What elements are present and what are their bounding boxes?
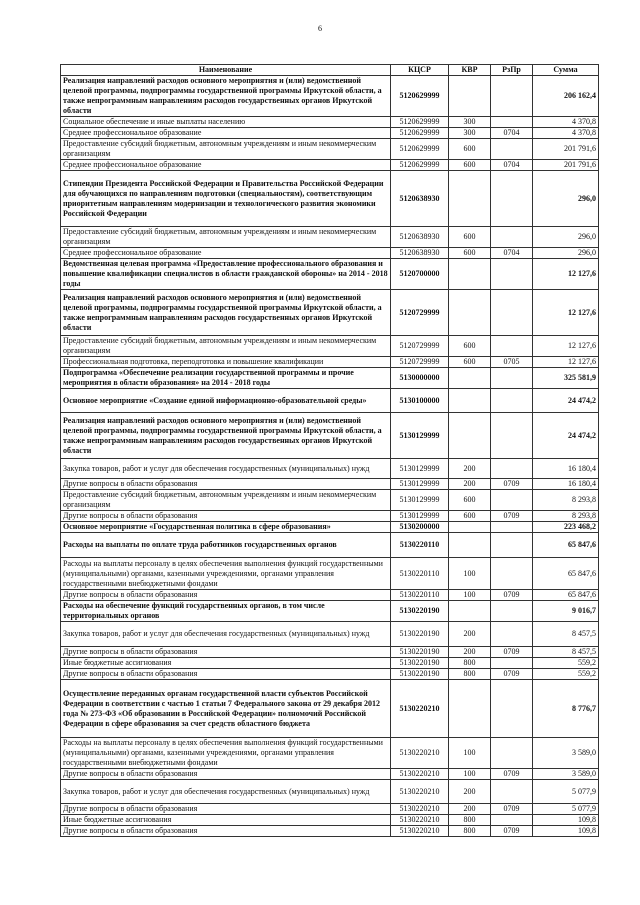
table-row <box>61 769 599 780</box>
row-code-cell: 5130100000 <box>391 389 449 413</box>
row-name-cell: Расходы на выплаты персоналу в целях обеспечения выполнения функций государственными (муниципальными) органами, казенными учреждениями, органами управления государственными внебюджетными фондами <box>61 738 391 769</box>
row-rzpr-cell: 0704 <box>491 248 533 259</box>
row-code-cell: 5130220210 <box>391 826 449 837</box>
row-sum-cell: 109,8 <box>533 826 599 837</box>
row-sum-cell: 65 847,6 <box>533 590 599 601</box>
row-kvr-cell: 100 <box>449 769 491 780</box>
row-sum-cell: 16 180,4 <box>533 479 599 490</box>
row-rzpr-cell <box>491 171 533 227</box>
row-code-cell: 5130129999 <box>391 459 449 479</box>
row-rzpr-cell <box>491 658 533 669</box>
header-name: Наименование <box>61 65 391 76</box>
row-name-cell: Социальное обеспечение и иные выплаты населению <box>61 117 391 128</box>
row-sum-cell: 12 127,6 <box>533 357 599 368</box>
row-sum-cell: 559,2 <box>533 669 599 680</box>
row-kvr-cell: 600 <box>449 248 491 259</box>
row-name-cell: Другие вопросы в области образования <box>61 804 391 815</box>
row-sum-cell: 206 162,4 <box>533 76 599 117</box>
table-row <box>61 160 599 171</box>
row-kvr-cell: 600 <box>449 357 491 368</box>
table-row <box>61 522 599 533</box>
row-name-cell: Другие вопросы в области образования <box>61 590 391 601</box>
page-number: 6 <box>318 24 322 33</box>
row-kvr-cell <box>449 389 491 413</box>
row-name-cell: Среднее профессиональное образование <box>61 160 391 171</box>
row-rzpr-cell <box>491 780 533 804</box>
row-sum-cell: 24 474,2 <box>533 389 599 413</box>
row-sum-cell: 65 847,6 <box>533 558 599 590</box>
row-name-cell: Основное мероприятие «Государственная политика в сфере образования» <box>61 522 391 533</box>
row-code-cell: 5120638930 <box>391 227 449 248</box>
row-rzpr-cell <box>491 601 533 622</box>
row-kvr-cell: 200 <box>449 479 491 490</box>
row-name-cell: Закупка товаров, работ и услуг для обеспечения государственных (муниципальных) нужд <box>61 622 391 647</box>
row-code-cell: 5130000000 <box>391 368 449 389</box>
row-rzpr-cell: 0709 <box>491 826 533 837</box>
row-name-cell: Реализация направлений расходов основного мероприятия и (или) ведомственной целевой программы, подпрограммы государственной программы Иркутской области, а также непрограммным направлениям расходов государственных органов Иркутской области <box>61 290 391 336</box>
row-sum-cell: 109,8 <box>533 815 599 826</box>
row-rzpr-cell <box>491 76 533 117</box>
table-row <box>61 139 599 160</box>
row-code-cell: 5130129999 <box>391 413 449 459</box>
row-code-cell: 5130200000 <box>391 522 449 533</box>
row-sum-cell: 3 589,0 <box>533 769 599 780</box>
row-name-cell: Предоставление субсидий бюджетным, автономным учреждениям и иным некоммерческим организациям <box>61 336 391 357</box>
row-rzpr-cell: 0709 <box>491 669 533 680</box>
row-name-cell: Закупка товаров, работ и услуг для обеспечения государственных (муниципальных) нужд <box>61 780 391 804</box>
row-kvr-cell <box>449 413 491 459</box>
row-sum-cell: 12 127,6 <box>533 259 599 290</box>
row-kvr-cell: 600 <box>449 160 491 171</box>
table-row <box>61 601 599 622</box>
budget-table <box>60 64 599 837</box>
row-name-cell: Другие вопросы в области образования <box>61 769 391 780</box>
row-kvr-cell: 200 <box>449 804 491 815</box>
row-kvr-cell <box>449 368 491 389</box>
row-sum-cell: 559,2 <box>533 658 599 669</box>
row-sum-cell: 201 791,6 <box>533 160 599 171</box>
row-rzpr-cell: 0704 <box>491 128 533 139</box>
row-sum-cell: 4 370,8 <box>533 128 599 139</box>
row-kvr-cell: 600 <box>449 139 491 160</box>
row-kvr-cell: 600 <box>449 511 491 522</box>
row-code-cell: 5120729999 <box>391 357 449 368</box>
row-name-cell: Осуществление переданных органам государственной власти субъектов Российской Федерации в соответствии с частью 1 статьи 7 Федерального закона от 29 декабря 2012 года № 273-ФЗ «Об образовании в Российской Федерации» полномочий Российской Федерации в сфере образования за счет средств областного бюджета <box>61 680 391 738</box>
row-sum-cell: 5 077,9 <box>533 804 599 815</box>
row-name-cell: Профессиональная подготовка, переподготовка и повышение квалификации <box>61 357 391 368</box>
row-name-cell: Основное мероприятие «Создание единой информационно-образовательной среды» <box>61 389 391 413</box>
row-code-cell: 5120729999 <box>391 290 449 336</box>
row-kvr-cell: 600 <box>449 336 491 357</box>
row-kvr-cell: 600 <box>449 490 491 511</box>
row-rzpr-cell <box>491 490 533 511</box>
table-row <box>61 669 599 680</box>
table-row <box>61 622 599 647</box>
row-code-cell: 5120629999 <box>391 76 449 117</box>
table-row <box>61 336 599 357</box>
row-code-cell: 5130220110 <box>391 558 449 590</box>
table-row <box>61 357 599 368</box>
row-kvr-cell: 200 <box>449 622 491 647</box>
table-row <box>61 248 599 259</box>
row-rzpr-cell <box>491 368 533 389</box>
row-code-cell: 5130220190 <box>391 622 449 647</box>
row-kvr-cell: 800 <box>449 669 491 680</box>
row-rzpr-cell <box>491 389 533 413</box>
row-rzpr-cell <box>491 738 533 769</box>
row-kvr-cell <box>449 680 491 738</box>
row-sum-cell: 8 293,8 <box>533 490 599 511</box>
row-name-cell: Иные бюджетные ассигнования <box>61 658 391 669</box>
table-row <box>61 533 599 558</box>
row-kvr-cell: 300 <box>449 117 491 128</box>
row-sum-cell: 296,0 <box>533 248 599 259</box>
table-row <box>61 171 599 227</box>
row-name-cell: Другие вопросы в области образования <box>61 479 391 490</box>
row-sum-cell: 65 847,6 <box>533 533 599 558</box>
row-code-cell: 5120638930 <box>391 248 449 259</box>
row-rzpr-cell <box>491 522 533 533</box>
table-row <box>61 680 599 738</box>
row-kvr-cell: 100 <box>449 590 491 601</box>
row-sum-cell: 8 457,5 <box>533 622 599 647</box>
row-rzpr-cell <box>491 227 533 248</box>
row-rzpr-cell: 0709 <box>491 590 533 601</box>
row-sum-cell: 24 474,2 <box>533 413 599 459</box>
table-row <box>61 590 599 601</box>
row-code-cell: 5130220210 <box>391 769 449 780</box>
row-rzpr-cell <box>491 558 533 590</box>
table-row <box>61 290 599 336</box>
row-name-cell: Другие вопросы в области образования <box>61 669 391 680</box>
row-code-cell: 5120729999 <box>391 336 449 357</box>
table-row <box>61 259 599 290</box>
row-name-cell: Иные бюджетные ассигнования <box>61 815 391 826</box>
row-rzpr-cell: 0705 <box>491 357 533 368</box>
row-name-cell: Предоставление субсидий бюджетным, автономным учреждениям и иным некоммерческим организациям <box>61 227 391 248</box>
row-code-cell: 5130220110 <box>391 590 449 601</box>
row-code-cell: 5120700000 <box>391 259 449 290</box>
row-code-cell: 5120638930 <box>391 171 449 227</box>
row-sum-cell: 3 589,0 <box>533 738 599 769</box>
row-sum-cell: 296,0 <box>533 171 599 227</box>
row-rzpr-cell <box>491 139 533 160</box>
row-kvr-cell: 200 <box>449 647 491 658</box>
row-sum-cell: 16 180,4 <box>533 459 599 479</box>
row-kvr-cell: 200 <box>449 459 491 479</box>
row-rzpr-cell: 0709 <box>491 647 533 658</box>
row-code-cell: 5130220210 <box>391 804 449 815</box>
row-code-cell: 5120629999 <box>391 160 449 171</box>
table-row <box>61 76 599 117</box>
row-name-cell: Расходы на выплаты по оплате труда работников государственных органов <box>61 533 391 558</box>
table-header-row <box>61 65 599 76</box>
header-code: КЦСР <box>391 65 449 76</box>
row-kvr-cell <box>449 76 491 117</box>
row-code-cell: 5130220210 <box>391 680 449 738</box>
row-kvr-cell <box>449 601 491 622</box>
row-name-cell: Расходы на выплаты персоналу в целях обеспечения выполнения функций государственными (муниципальными) органами, казенными учреждениями, органами управления государственными внебюджетными фондами <box>61 558 391 590</box>
row-rzpr-cell: 0709 <box>491 804 533 815</box>
row-sum-cell: 8 457,5 <box>533 647 599 658</box>
row-rzpr-cell <box>491 290 533 336</box>
row-name-cell: Другие вопросы в области образования <box>61 826 391 837</box>
row-kvr-cell <box>449 259 491 290</box>
table-row <box>61 389 599 413</box>
table-body <box>61 76 599 837</box>
row-name-cell: Подпрограмма «Обеспечение реализации государственной программы и прочие мероприятия в области образования» на 2014 - 2018 годы <box>61 368 391 389</box>
table-row <box>61 413 599 459</box>
row-kvr-cell: 600 <box>449 227 491 248</box>
row-code-cell: 5120629999 <box>391 117 449 128</box>
row-name-cell: Расходы на обеспечение функций государственных органов, в том числе территориальных органов <box>61 601 391 622</box>
row-sum-cell: 223 468,2 <box>533 522 599 533</box>
row-kvr-cell <box>449 522 491 533</box>
row-code-cell: 5130129999 <box>391 490 449 511</box>
row-name-cell: Ведомственная целевая программа «Предоставление профессионального образования и повышение квалификации специалистов в области гражданской обороны» на 2014 - 2018 годы <box>61 259 391 290</box>
row-name-cell: Закупка товаров, работ и услуг для обеспечения государственных (муниципальных) нужд <box>61 459 391 479</box>
row-code-cell: 5130220190 <box>391 601 449 622</box>
row-sum-cell: 4 370,8 <box>533 117 599 128</box>
row-name-cell: Реализация направлений расходов основного мероприятия и (или) ведомственной целевой программы, подпрограммы государственной программы Иркутской области, а также непрограммным направлениям расходов государственных органов Иркутской области <box>61 413 391 459</box>
row-name-cell: Предоставление субсидий бюджетным, автономным учреждениям и иным некоммерческим организациям <box>61 490 391 511</box>
row-kvr-cell <box>449 533 491 558</box>
row-name-cell: Стипендии Президента Российской Федерации и Правительства Российской Федерации для обучающихся по направлениям подготовки (специальностям), соответствующим приоритетным направлениям модернизации и технологического развития экономики Российской Федерации <box>61 171 391 227</box>
table-row <box>61 647 599 658</box>
row-sum-cell: 8 293,8 <box>533 511 599 522</box>
row-rzpr-cell <box>491 336 533 357</box>
table-row <box>61 780 599 804</box>
row-code-cell: 5130220190 <box>391 647 449 658</box>
row-kvr-cell: 800 <box>449 658 491 669</box>
table-row <box>61 459 599 479</box>
row-kvr-cell: 100 <box>449 558 491 590</box>
row-kvr-cell <box>449 171 491 227</box>
row-sum-cell: 12 127,6 <box>533 336 599 357</box>
row-rzpr-cell <box>491 680 533 738</box>
row-code-cell: 5130220110 <box>391 533 449 558</box>
table-row <box>61 128 599 139</box>
row-name-cell: Предоставление субсидий бюджетным, автономным учреждениям и иным некоммерческим организациям <box>61 139 391 160</box>
row-rzpr-cell <box>491 622 533 647</box>
row-rzpr-cell: 0704 <box>491 160 533 171</box>
row-rzpr-cell: 0709 <box>491 769 533 780</box>
row-code-cell: 5120629999 <box>391 139 449 160</box>
table-row <box>61 511 599 522</box>
row-sum-cell: 5 077,9 <box>533 780 599 804</box>
row-kvr-cell: 800 <box>449 826 491 837</box>
row-kvr-cell <box>449 290 491 336</box>
row-sum-cell: 9 016,7 <box>533 601 599 622</box>
table-row <box>61 117 599 128</box>
header-sum: Сумма <box>533 65 599 76</box>
row-sum-cell: 201 791,6 <box>533 139 599 160</box>
row-rzpr-cell <box>491 259 533 290</box>
row-kvr-cell: 200 <box>449 780 491 804</box>
table-row <box>61 368 599 389</box>
row-kvr-cell: 100 <box>449 738 491 769</box>
table-row <box>61 658 599 669</box>
row-code-cell: 5130220210 <box>391 815 449 826</box>
row-code-cell: 5130220190 <box>391 658 449 669</box>
row-code-cell: 5130129999 <box>391 479 449 490</box>
table-row <box>61 826 599 837</box>
table-row <box>61 815 599 826</box>
row-sum-cell: 12 127,6 <box>533 290 599 336</box>
row-name-cell: Реализация направлений расходов основного мероприятия и (или) ведомственной целевой программы, подпрограммы государственной программы Иркутской области, а также непрограммным направлениям расходов государственных органов Иркутской области <box>61 76 391 117</box>
table-row <box>61 558 599 590</box>
row-name-cell: Другие вопросы в области образования <box>61 647 391 658</box>
table-row <box>61 804 599 815</box>
row-sum-cell: 325 581,9 <box>533 368 599 389</box>
row-sum-cell: 296,0 <box>533 227 599 248</box>
row-sum-cell: 8 776,7 <box>533 680 599 738</box>
row-kvr-cell: 800 <box>449 815 491 826</box>
row-name-cell: Другие вопросы в области образования <box>61 511 391 522</box>
table-row <box>61 490 599 511</box>
row-code-cell: 5120629999 <box>391 128 449 139</box>
row-rzpr-cell: 0709 <box>491 511 533 522</box>
row-rzpr-cell <box>491 413 533 459</box>
table-row <box>61 227 599 248</box>
row-rzpr-cell <box>491 117 533 128</box>
header-kvr: КВР <box>449 65 491 76</box>
row-rzpr-cell <box>491 815 533 826</box>
row-code-cell: 5130129999 <box>391 511 449 522</box>
row-name-cell: Среднее профессиональное образование <box>61 248 391 259</box>
row-code-cell: 5130220190 <box>391 669 449 680</box>
row-code-cell: 5130220210 <box>391 738 449 769</box>
row-code-cell: 5130220210 <box>391 780 449 804</box>
row-rzpr-cell: 0709 <box>491 479 533 490</box>
row-rzpr-cell <box>491 533 533 558</box>
header-rzpr: РзПр <box>491 65 533 76</box>
row-kvr-cell: 300 <box>449 128 491 139</box>
row-name-cell: Среднее профессиональное образование <box>61 128 391 139</box>
table-row <box>61 479 599 490</box>
table-row <box>61 738 599 769</box>
row-rzpr-cell <box>491 459 533 479</box>
